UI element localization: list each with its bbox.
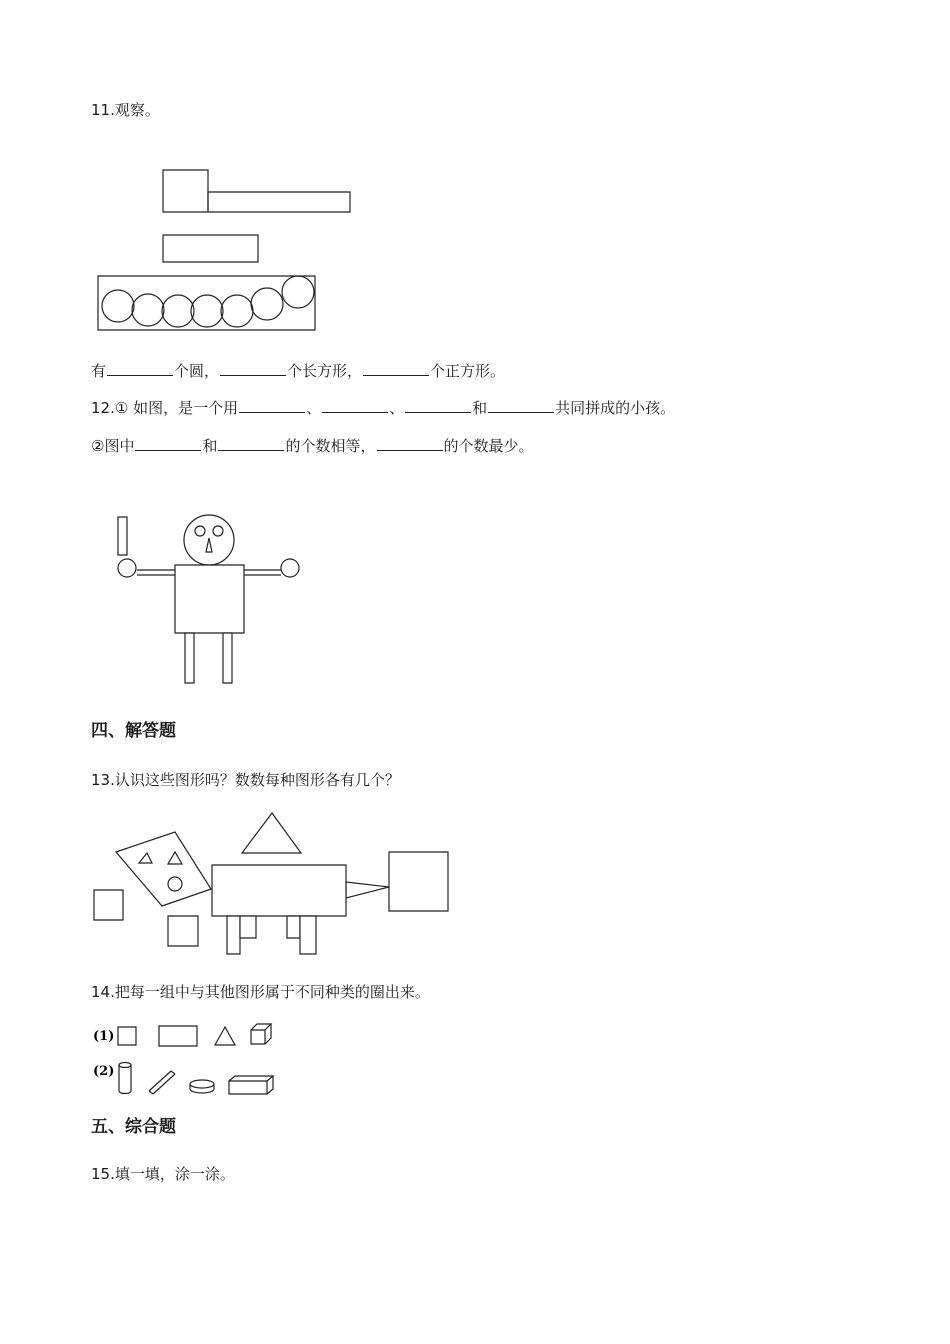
answer-blank[interactable]	[239, 398, 305, 413]
answer-blank[interactable]	[218, 436, 284, 451]
body-square	[175, 565, 244, 633]
q14-title: 14.把每一组中与其他图形属于不同种类的圈出来。	[91, 983, 430, 1001]
q14-group1[interactable]	[93, 1021, 283, 1049]
triangle-shape	[215, 1027, 235, 1045]
circle-shape	[251, 288, 283, 320]
circle-shape	[162, 295, 194, 327]
cylinder-top	[119, 1063, 131, 1068]
rectangle-shape	[163, 235, 258, 262]
rectangle-shape	[94, 890, 123, 920]
answer-blank[interactable]	[488, 398, 554, 413]
leg-rectangle	[300, 916, 316, 954]
q11-title: 11.观察。	[91, 101, 160, 119]
rectangle-shape	[159, 1026, 197, 1046]
eye-circle	[195, 526, 205, 536]
q12-child-figure	[115, 514, 305, 686]
answer-blank[interactable]	[322, 398, 388, 413]
leg-rectangle	[240, 916, 256, 938]
hand-circle	[118, 559, 136, 577]
q13-figure	[90, 810, 452, 958]
q13-title: 13.认识这些图形吗？数数每种图形各有几个？	[91, 771, 400, 789]
q11-figure	[95, 168, 320, 334]
answer-blank[interactable]	[377, 436, 443, 451]
eye-circle	[213, 526, 223, 536]
q12-line1: 12.① 如图，是一个用 、 、 和 共同拼成的小孩。	[91, 399, 676, 417]
q14-group2[interactable]	[93, 1058, 283, 1098]
answer-blank[interactable]	[107, 361, 173, 376]
answer-blank[interactable]	[363, 361, 429, 376]
body-rectangle	[212, 865, 346, 916]
answer-blank[interactable]	[405, 398, 471, 413]
leg-rectangle	[185, 633, 194, 683]
leg-rectangle	[227, 916, 240, 954]
square-shape	[168, 916, 198, 946]
q15-title: 15.填一填，涂一涂。	[91, 1165, 235, 1183]
circle-shape	[282, 276, 314, 308]
rectangle-shape	[208, 192, 350, 212]
group1-label: (1)	[93, 1029, 115, 1044]
triangle-shape	[242, 813, 301, 853]
group2-label: (2)	[93, 1064, 115, 1079]
hand-circle	[281, 559, 299, 577]
cuboid-front	[229, 1081, 267, 1094]
cube-top	[251, 1024, 271, 1030]
circle-shape	[221, 295, 253, 327]
square-shape	[389, 852, 448, 911]
square-shape	[163, 170, 208, 212]
circle-shape	[132, 294, 164, 326]
q12-line2: ②图中 和 的个数相等， 的个数最少。	[91, 437, 534, 455]
parallelogram-shape	[116, 832, 211, 906]
answer-blank[interactable]	[135, 436, 201, 451]
circle-shape	[191, 295, 223, 327]
leg-rectangle	[223, 633, 232, 683]
answer-blank[interactable]	[220, 361, 286, 376]
section-4-heading: 四、解答题	[91, 721, 176, 741]
cuboid-top	[229, 1076, 273, 1081]
section-5-heading: 五、综合题	[91, 1117, 176, 1137]
cube-front	[251, 1030, 265, 1044]
leg-rectangle	[287, 916, 300, 938]
circle-shape	[102, 290, 134, 322]
tail-triangle	[346, 882, 389, 898]
q11-answer-line: 有 个圆， 个长方形， 个正方形。	[91, 362, 506, 380]
small-circle	[168, 877, 182, 891]
square-shape	[118, 1027, 136, 1045]
stick-shape	[118, 517, 127, 555]
disc-top	[190, 1080, 214, 1088]
